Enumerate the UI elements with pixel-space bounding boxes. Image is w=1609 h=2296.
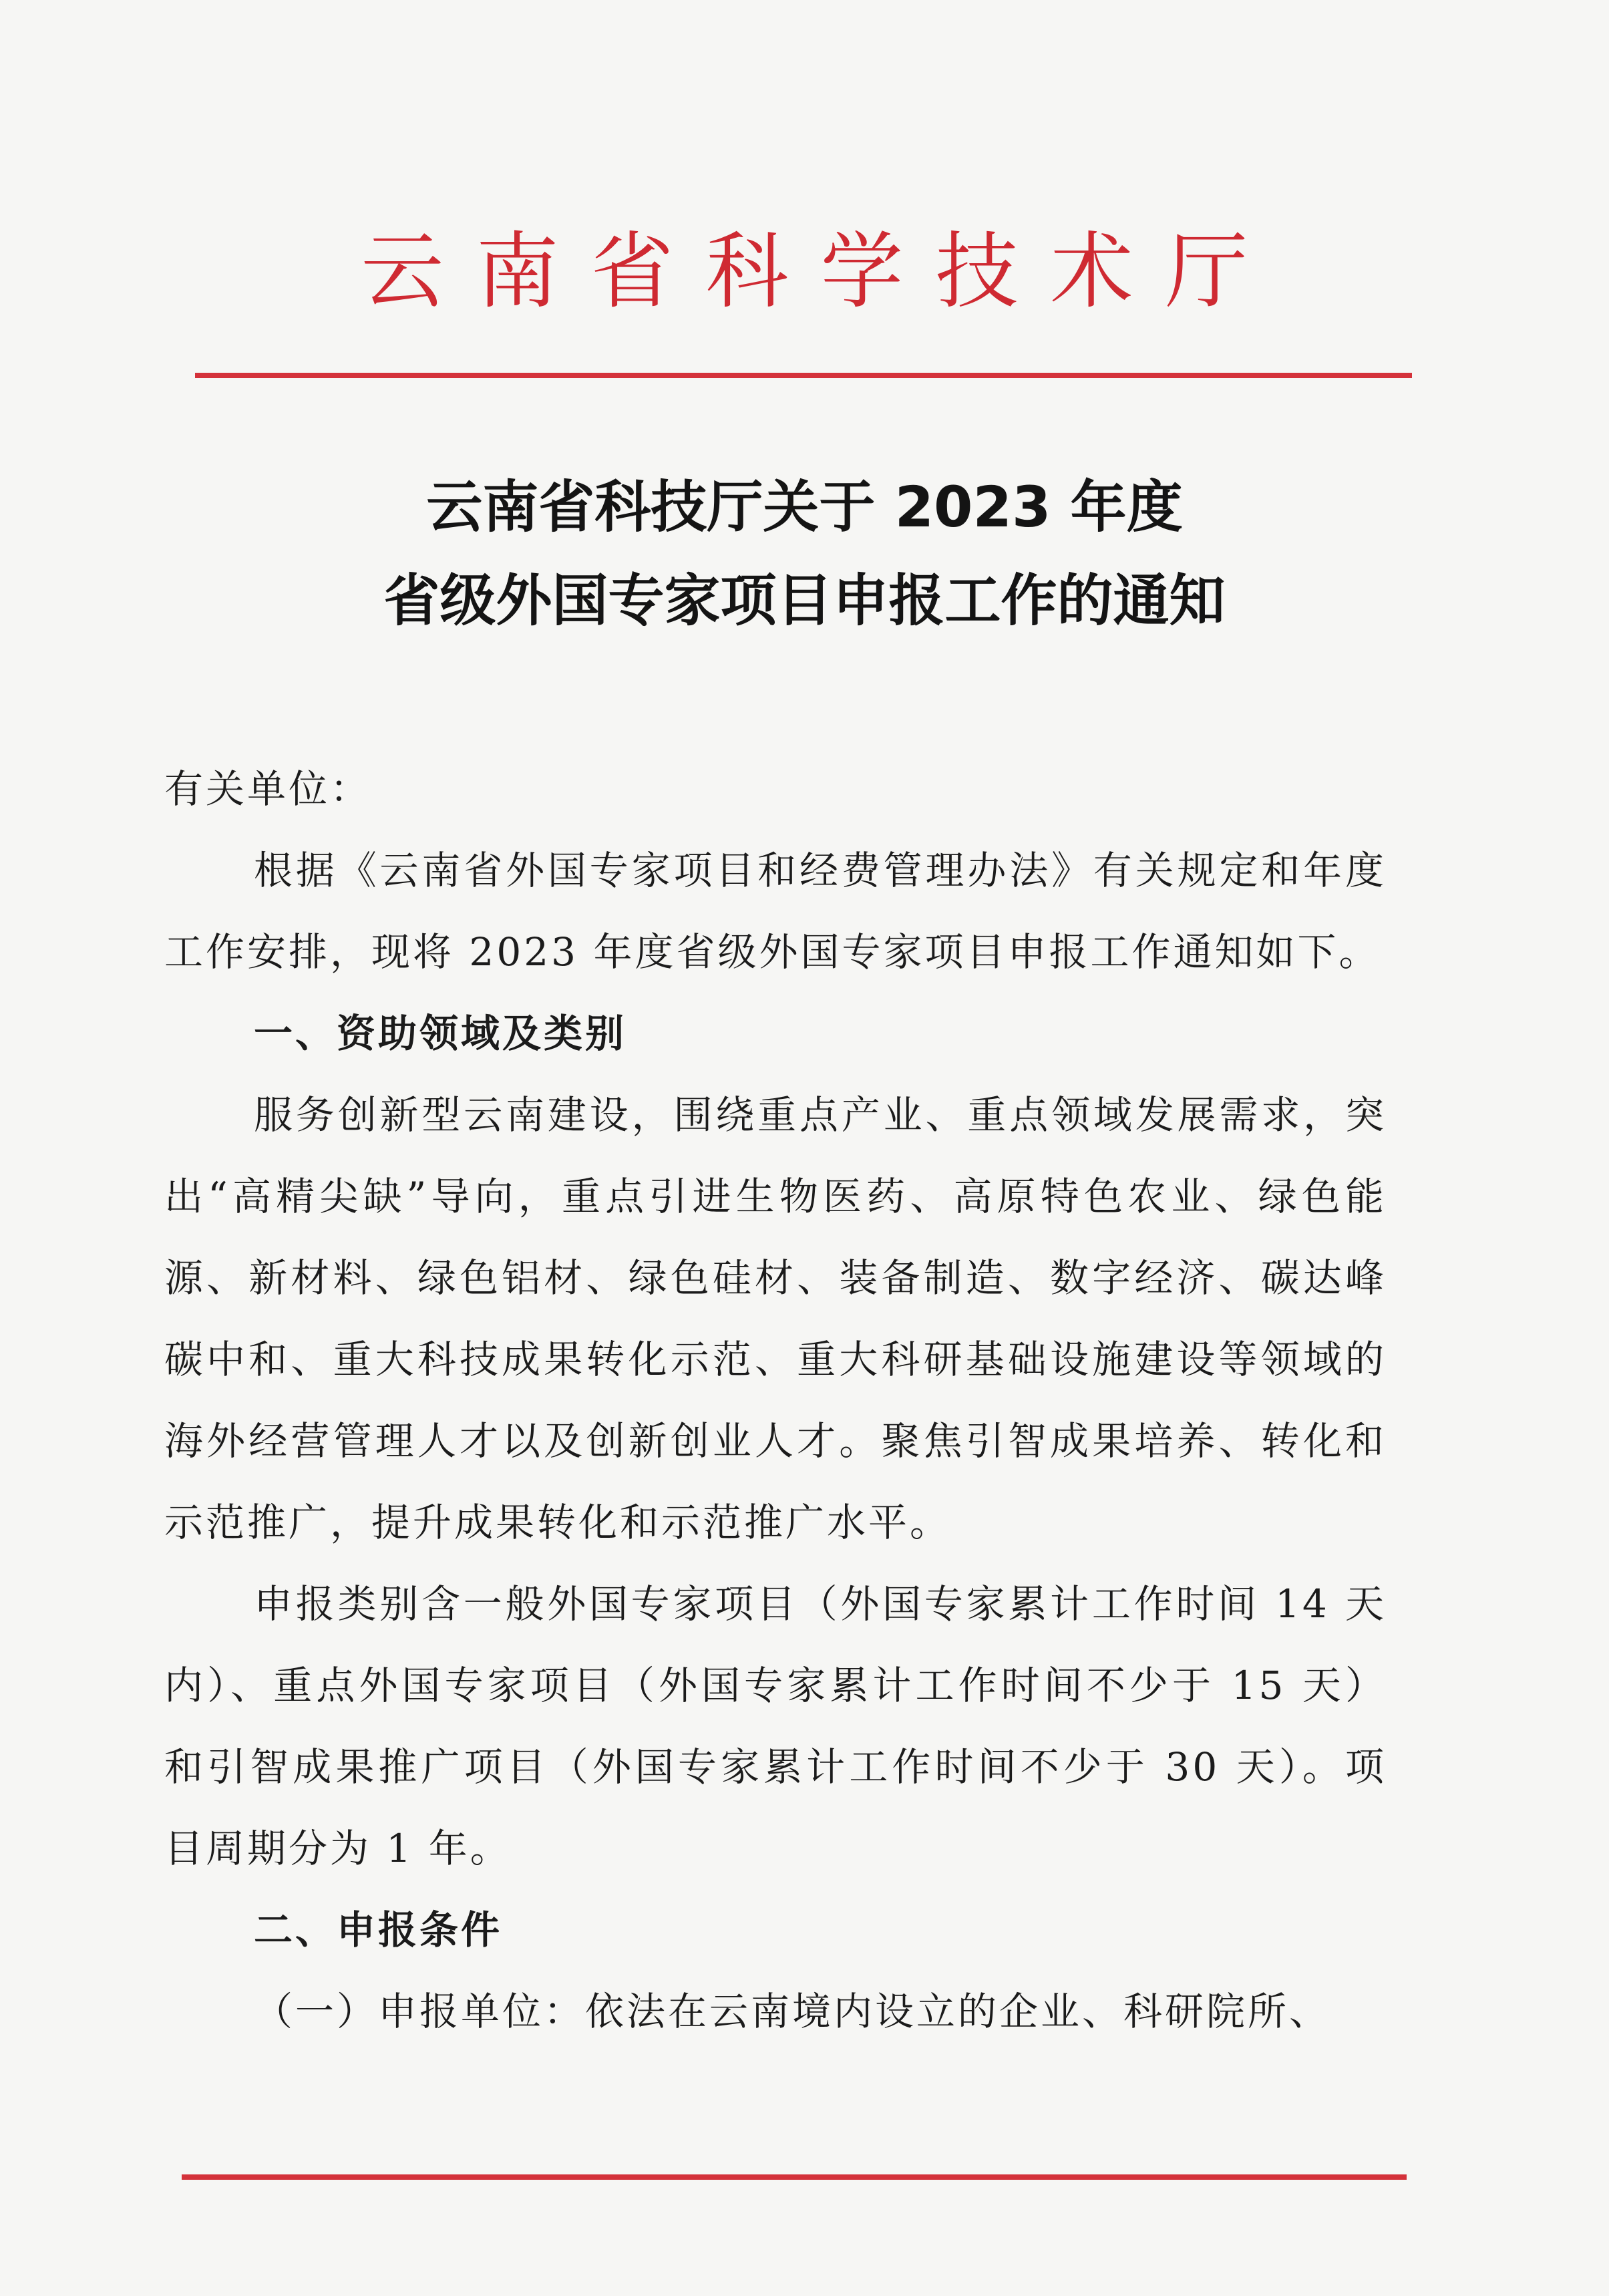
document-title-line-2: 省级外国专家项目申报工作的通知	[383, 568, 1226, 633]
section-1-paragraph-1: 服务创新型云南建设，围绕重点产业、重点领域发展需求，突出“高精尖缺”导向，重点引进生物医药、高原特色农业、绿色能源、新材料、绿色铝材、绿色硅材、装备制造、数字经济、碳达峰碳中和、重大科技成果转化示范、重大科研基础设施建设等领域的海外经营管理人才以及创新创业人才。聚焦引智成果培养、转化和示范推广，提升成果转化和示范推广水平。	[164, 1092, 1387, 1545]
section-2-heading: 二、申报条件	[254, 1907, 503, 1953]
salutation: 有关单位：	[164, 766, 372, 812]
section-1-heading: 一、资助领域及类别	[254, 1011, 627, 1056]
document-title-line-1: 云南省科技厅关于 2023 年度	[426, 474, 1183, 540]
footer-red-rule	[182, 2174, 1407, 2180]
section-1-paragraph-2: 申报类别含一般外国专家项目（外国专家累计工作时间 14 天内）、重点外国专家项目（外国专家累计工作时间不少于 15 天）和引智成果推广项目（外国专家累计工作时间不少于 30 天）。项目周期分为 1 年。	[164, 1581, 1387, 1871]
section-2-paragraph-1: （一）申报单位：依法在云南境内设立的企业、科研院所、	[254, 1989, 1331, 2034]
document-body	[164, 748, 1387, 2052]
letterhead-title: 云南省科学技术厅	[361, 224, 1280, 320]
letterhead-red-rule	[195, 373, 1412, 378]
intro-paragraph: 根据《云南省外国专家项目和经费管理办法》有关规定和年度工作安排，现将 2023 年度省级外国专家项目申报工作通知如下。	[164, 848, 1387, 975]
